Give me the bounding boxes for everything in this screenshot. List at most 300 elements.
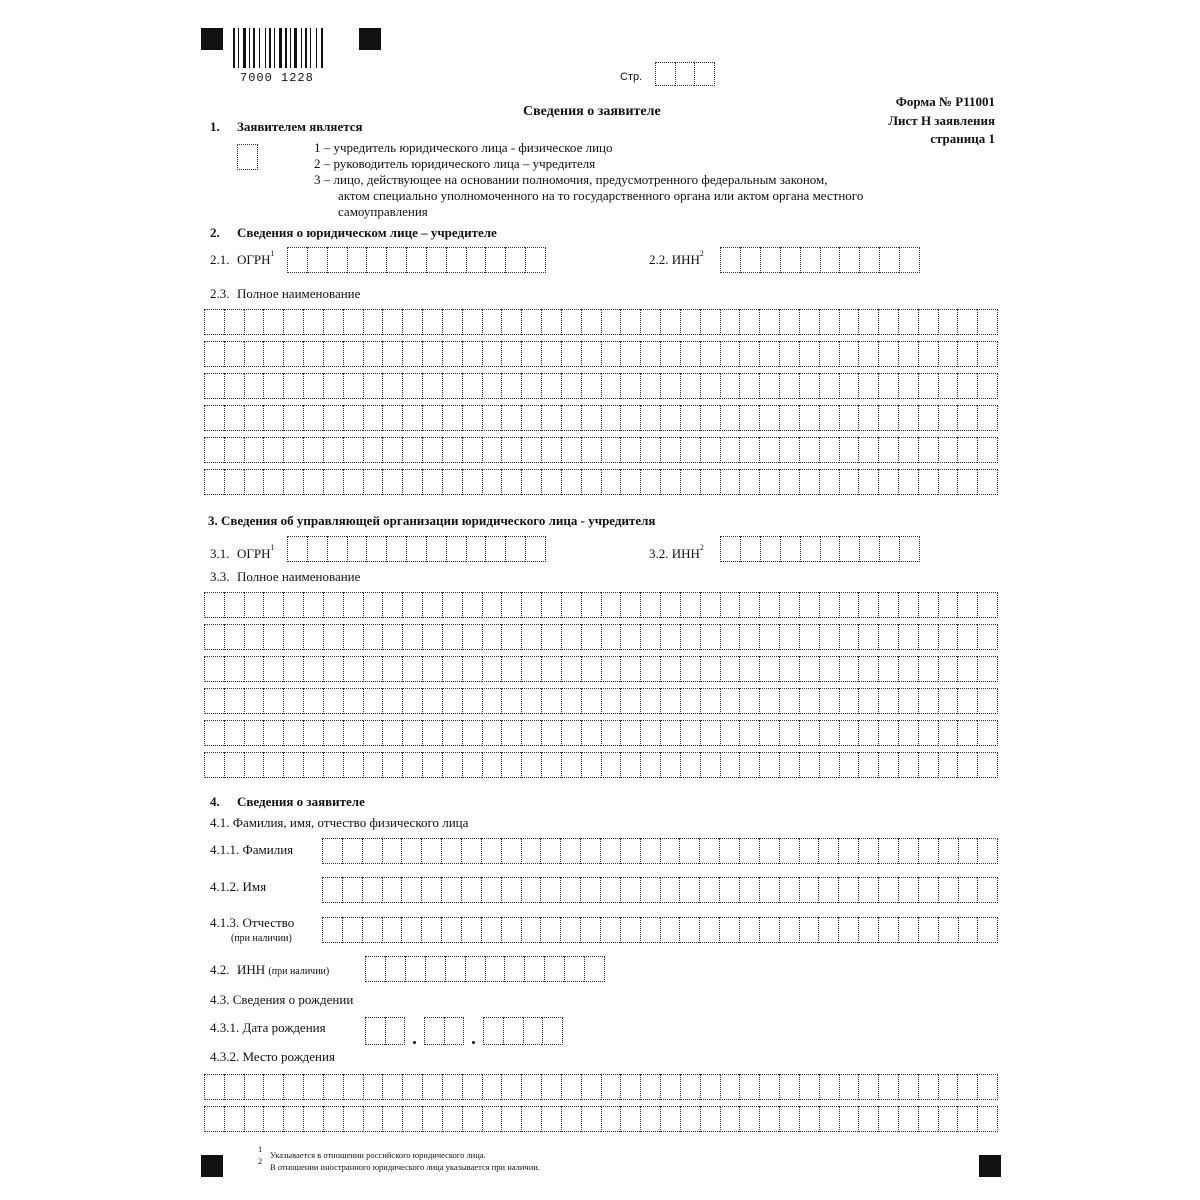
input-cell[interactable] [501,373,521,399]
input-cell[interactable] [660,437,680,463]
input-cell[interactable] [402,437,422,463]
input-cell[interactable] [800,247,820,273]
input-cell[interactable] [918,1106,938,1132]
input-cell[interactable] [700,592,720,618]
input-cell[interactable] [898,656,918,682]
input-cell[interactable] [739,405,759,431]
input-cell[interactable] [501,656,521,682]
input-cell[interactable] [739,469,759,495]
input-cell[interactable] [382,1074,402,1100]
input-cell[interactable] [224,592,244,618]
input-cell[interactable] [700,752,720,778]
input-cell[interactable] [303,624,323,650]
input-cell[interactable] [481,917,501,943]
input-cell[interactable] [799,838,819,864]
input-cell[interactable] [759,624,779,650]
input-cell[interactable] [521,752,541,778]
input-cell[interactable] [819,405,839,431]
input-cell[interactable] [283,309,303,335]
input-cell[interactable] [740,536,760,562]
input-cell[interactable] [343,1106,363,1132]
input-cell[interactable] [620,838,640,864]
input-cell[interactable] [600,877,620,903]
input-cell[interactable] [878,877,898,903]
input-cell[interactable] [660,1074,680,1100]
applicant-type-cell[interactable] [237,144,258,170]
input-cell[interactable] [720,247,740,273]
input-cell[interactable] [422,624,442,650]
input-cell[interactable] [839,469,859,495]
input-cell[interactable] [878,688,898,714]
input-cell[interactable] [655,62,675,86]
input-cell[interactable] [402,373,422,399]
input-cell[interactable] [482,656,502,682]
input-cell[interactable] [957,309,977,335]
input-cell[interactable] [640,1074,660,1100]
input-cell[interactable] [343,341,363,367]
input-cell[interactable] [839,373,859,399]
input-cell[interactable] [561,309,581,335]
input-cell[interactable] [422,405,442,431]
input-cell[interactable] [839,536,859,562]
input-cell[interactable] [481,877,501,903]
input-cell[interactable] [675,62,695,86]
input-cell[interactable] [820,247,840,273]
input-cell[interactable] [541,624,561,650]
input-cell[interactable] [303,592,323,618]
input-cell[interactable] [720,437,740,463]
input-cell[interactable] [620,752,640,778]
input-cell[interactable] [224,373,244,399]
input-cell[interactable] [898,688,918,714]
input-cell[interactable] [204,309,224,335]
input-cell[interactable] [541,720,561,746]
input-cell[interactable] [521,656,541,682]
input-cell[interactable] [503,1017,523,1045]
input-cell[interactable] [505,247,525,273]
input-cell[interactable] [759,437,779,463]
input-cell[interactable] [462,405,482,431]
input-cell[interactable] [283,624,303,650]
input-cell[interactable] [263,405,283,431]
input-cell[interactable] [977,341,998,367]
input-cell[interactable] [422,688,442,714]
input-cell[interactable] [501,688,521,714]
input-cell[interactable] [342,877,362,903]
input-cell[interactable] [898,624,918,650]
input-cell[interactable] [620,688,640,714]
input-cell[interactable] [858,917,878,943]
input-cell[interactable] [382,838,402,864]
input-cell[interactable] [878,752,898,778]
input-cell[interactable] [779,341,799,367]
grid-row[interactable] [204,592,998,618]
input-cell[interactable] [461,838,481,864]
input-cell[interactable] [425,956,445,982]
input-cell[interactable] [581,437,601,463]
input-cell[interactable] [402,405,422,431]
input-cell[interactable] [382,624,402,650]
input-cell[interactable] [700,309,720,335]
input-cell[interactable] [819,373,839,399]
first-name-input[interactable] [322,877,998,903]
input-cell[interactable] [759,309,779,335]
input-cell[interactable] [680,373,700,399]
input-cell[interactable] [323,373,343,399]
input-cell[interactable] [839,752,859,778]
input-cell[interactable] [779,838,799,864]
input-cell[interactable] [466,247,486,273]
input-cell[interactable] [424,1017,444,1045]
input-cell[interactable] [720,688,740,714]
input-cell[interactable] [898,838,918,864]
input-cell[interactable] [799,373,819,399]
input-cell[interactable] [819,752,839,778]
input-cell[interactable] [263,1106,283,1132]
input-cell[interactable] [204,341,224,367]
input-cell[interactable] [365,1017,385,1045]
input-cell[interactable] [977,592,998,618]
input-cell[interactable] [759,917,779,943]
input-cell[interactable] [660,1106,680,1132]
input-cell[interactable] [878,437,898,463]
input-cell[interactable] [739,838,759,864]
inn-input-3[interactable] [720,536,920,562]
input-cell[interactable] [462,373,482,399]
input-cell[interactable] [620,592,640,618]
input-cell[interactable] [465,956,485,982]
input-cell[interactable] [938,917,958,943]
input-cell[interactable] [244,624,264,650]
input-cell[interactable] [660,838,680,864]
input-cell[interactable] [521,1074,541,1100]
input-cell[interactable] [839,405,859,431]
input-cell[interactable] [363,688,383,714]
input-cell[interactable] [501,592,521,618]
input-cell[interactable] [858,688,878,714]
input-cell[interactable] [363,1074,383,1100]
input-cell[interactable] [819,437,839,463]
input-cell[interactable] [600,917,620,943]
input-cell[interactable] [601,752,621,778]
input-cell[interactable] [386,536,406,562]
input-cell[interactable] [640,341,660,367]
input-cell[interactable] [779,437,799,463]
input-cell[interactable] [224,309,244,335]
input-cell[interactable] [303,656,323,682]
input-cell[interactable] [501,469,521,495]
input-cell[interactable] [760,536,780,562]
input-cell[interactable] [323,1106,343,1132]
input-cell[interactable] [442,1106,462,1132]
input-cell[interactable] [680,1106,700,1132]
input-cell[interactable] [580,917,600,943]
input-cell[interactable] [541,688,561,714]
input-cell[interactable] [501,752,521,778]
input-cell[interactable] [347,247,367,273]
input-cell[interactable] [858,469,878,495]
input-cell[interactable] [501,1106,521,1132]
input-cell[interactable] [363,373,383,399]
input-cell[interactable] [482,437,502,463]
input-cell[interactable] [224,752,244,778]
input-cell[interactable] [779,624,799,650]
input-cell[interactable] [204,656,224,682]
input-cell[interactable] [561,752,581,778]
grid-row[interactable] [204,309,998,335]
input-cell[interactable] [382,877,402,903]
inn-input-2[interactable] [720,247,920,273]
input-cell[interactable] [858,437,878,463]
input-cell[interactable] [581,1106,601,1132]
input-cell[interactable] [839,1106,859,1132]
input-cell[interactable] [462,656,482,682]
input-cell[interactable] [958,917,978,943]
input-cell[interactable] [441,877,461,903]
input-cell[interactable] [363,1106,383,1132]
input-cell[interactable] [461,877,481,903]
input-cell[interactable] [878,1074,898,1100]
input-cell[interactable] [303,688,323,714]
input-cell[interactable] [819,656,839,682]
input-cell[interactable] [878,309,898,335]
input-cell[interactable] [760,247,780,273]
input-cell[interactable] [938,341,958,367]
input-cell[interactable] [501,405,521,431]
input-cell[interactable] [601,720,621,746]
input-cell[interactable] [700,469,720,495]
input-cell[interactable] [237,144,258,170]
input-cell[interactable] [720,752,740,778]
input-cell[interactable] [462,309,482,335]
input-cell[interactable] [544,956,564,982]
input-cell[interactable] [525,536,546,562]
input-cell[interactable] [720,656,740,682]
input-cell[interactable] [204,373,224,399]
input-cell[interactable] [303,752,323,778]
input-cell[interactable] [422,309,442,335]
input-cell[interactable] [382,469,402,495]
input-cell[interactable] [957,341,977,367]
input-cell[interactable] [878,592,898,618]
input-cell[interactable] [386,247,406,273]
input-cell[interactable] [482,592,502,618]
input-cell[interactable] [660,405,680,431]
input-cell[interactable] [560,917,580,943]
input-cell[interactable] [759,1106,779,1132]
input-cell[interactable] [303,437,323,463]
inn-input-4[interactable] [365,956,605,982]
input-cell[interactable] [839,247,859,273]
input-cell[interactable] [343,688,363,714]
input-cell[interactable] [680,405,700,431]
input-cell[interactable] [402,1074,422,1100]
input-cell[interactable] [918,688,938,714]
input-cell[interactable] [385,1017,406,1045]
input-cell[interactable] [482,405,502,431]
input-cell[interactable] [283,1074,303,1100]
input-cell[interactable] [483,1017,503,1045]
input-cell[interactable] [482,1074,502,1100]
input-cell[interactable] [584,956,605,982]
input-cell[interactable] [720,469,740,495]
input-cell[interactable] [581,341,601,367]
input-cell[interactable] [918,1074,938,1100]
input-cell[interactable] [283,469,303,495]
input-cell[interactable] [759,688,779,714]
input-cell[interactable] [581,656,601,682]
input-cell[interactable] [680,656,700,682]
input-cell[interactable] [560,877,580,903]
input-cell[interactable] [938,592,958,618]
input-cell[interactable] [839,656,859,682]
input-cell[interactable] [204,592,224,618]
input-cell[interactable] [660,688,680,714]
input-cell[interactable] [422,720,442,746]
input-cell[interactable] [382,688,402,714]
input-cell[interactable] [442,437,462,463]
input-cell[interactable] [938,309,958,335]
input-cell[interactable] [422,373,442,399]
input-cell[interactable] [401,877,421,903]
input-cell[interactable] [363,624,383,650]
input-cell[interactable] [898,877,918,903]
input-cell[interactable] [521,373,541,399]
input-cell[interactable] [977,752,998,778]
input-cell[interactable] [561,1106,581,1132]
input-cell[interactable] [244,656,264,682]
input-cell[interactable] [679,917,699,943]
input-cell[interactable] [819,1106,839,1132]
input-cell[interactable] [442,1074,462,1100]
input-cell[interactable] [541,1106,561,1132]
input-cell[interactable] [343,469,363,495]
input-cell[interactable] [303,1106,323,1132]
input-cell[interactable] [898,341,918,367]
input-cell[interactable] [739,341,759,367]
input-cell[interactable] [620,469,640,495]
input-cell[interactable] [422,656,442,682]
input-cell[interactable] [363,752,383,778]
input-cell[interactable] [363,309,383,335]
input-cell[interactable] [739,877,759,903]
input-cell[interactable] [819,624,839,650]
input-cell[interactable] [327,247,347,273]
input-cell[interactable] [561,592,581,618]
input-cell[interactable] [343,437,363,463]
input-cell[interactable] [601,1106,621,1132]
input-cell[interactable] [581,624,601,650]
input-cell[interactable] [898,309,918,335]
input-cell[interactable] [680,309,700,335]
input-cell[interactable] [382,341,402,367]
input-cell[interactable] [799,624,819,650]
input-cell[interactable] [679,838,699,864]
input-cell[interactable] [819,341,839,367]
page-number-cells[interactable] [655,62,715,86]
input-cell[interactable] [446,536,466,562]
input-cell[interactable] [505,536,525,562]
input-cell[interactable] [640,592,660,618]
input-cell[interactable] [482,341,502,367]
input-cell[interactable] [660,720,680,746]
input-cell[interactable] [322,917,342,943]
input-cell[interactable] [694,62,715,86]
input-cell[interactable] [977,1106,998,1132]
input-cell[interactable] [485,247,505,273]
input-cell[interactable] [323,341,343,367]
input-cell[interactable] [521,341,541,367]
input-cell[interactable] [660,373,680,399]
input-cell[interactable] [224,469,244,495]
input-cell[interactable] [581,309,601,335]
input-cell[interactable] [739,437,759,463]
input-cell[interactable] [898,437,918,463]
input-cell[interactable] [323,656,343,682]
input-cell[interactable] [720,1106,740,1132]
input-cell[interactable] [323,688,343,714]
input-cell[interactable] [839,592,859,618]
input-cell[interactable] [224,405,244,431]
input-cell[interactable] [263,688,283,714]
input-cell[interactable] [501,917,521,943]
input-cell[interactable] [363,341,383,367]
input-cell[interactable] [482,373,502,399]
input-cell[interactable] [363,469,383,495]
input-cell[interactable] [462,1106,482,1132]
input-cell[interactable] [878,917,898,943]
input-cell[interactable] [501,624,521,650]
birth-day-input[interactable] [365,1017,405,1045]
input-cell[interactable] [858,1074,878,1100]
input-cell[interactable] [482,309,502,335]
input-cell[interactable] [263,656,283,682]
input-cell[interactable] [640,405,660,431]
input-cell[interactable] [323,592,343,618]
input-cell[interactable] [382,1106,402,1132]
input-cell[interactable] [680,752,700,778]
input-cell[interactable] [660,917,680,943]
input-cell[interactable] [343,752,363,778]
input-cell[interactable] [501,720,521,746]
input-cell[interactable] [501,1074,521,1100]
grid-row[interactable] [204,656,998,682]
input-cell[interactable] [462,720,482,746]
input-cell[interactable] [878,405,898,431]
input-cell[interactable] [858,624,878,650]
input-cell[interactable] [858,877,878,903]
input-cell[interactable] [482,624,502,650]
input-cell[interactable] [858,1106,878,1132]
input-cell[interactable] [720,405,740,431]
input-cell[interactable] [680,688,700,714]
input-cell[interactable] [362,838,382,864]
input-cell[interactable] [759,720,779,746]
input-cell[interactable] [858,720,878,746]
input-cell[interactable] [799,592,819,618]
input-cell[interactable] [263,592,283,618]
input-cell[interactable] [660,624,680,650]
input-cell[interactable] [441,838,461,864]
input-cell[interactable] [422,469,442,495]
input-cell[interactable] [660,877,680,903]
input-cell[interactable] [402,624,422,650]
ogrn-input-2[interactable] [287,247,546,273]
input-cell[interactable] [719,838,739,864]
input-cell[interactable] [620,1106,640,1132]
input-cell[interactable] [759,592,779,618]
input-cell[interactable] [819,592,839,618]
